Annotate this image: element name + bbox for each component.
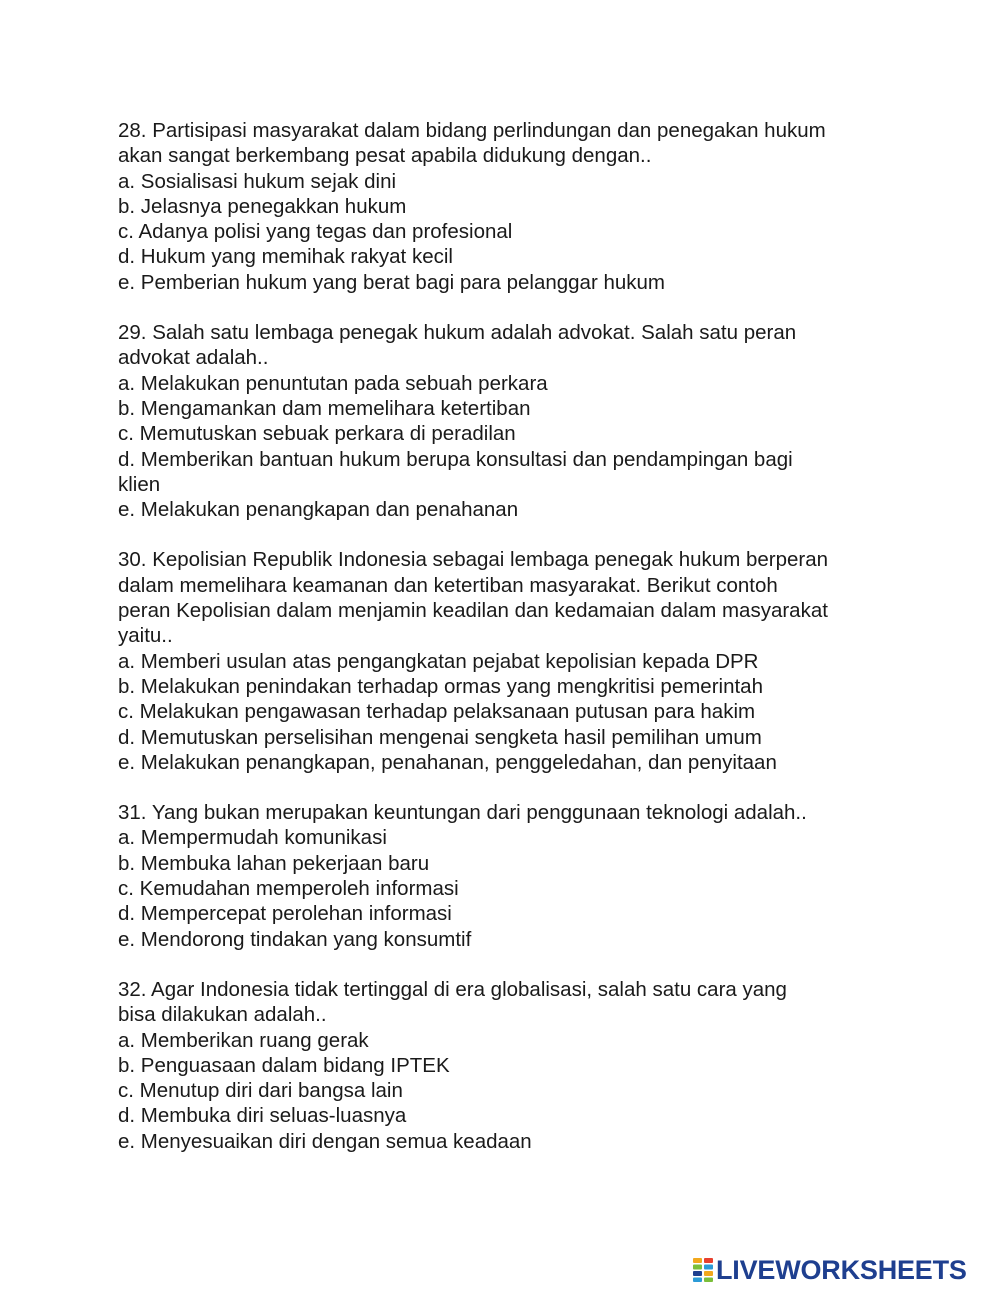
question-text: advokat adalah.. (118, 346, 269, 370)
answer-option-a: a. Memberi usulan atas pengangkatan pejabat kepolisian kepada DPR (118, 649, 759, 673)
logo-text: LIVEWORKSHEETS (716, 1255, 967, 1285)
answer-option-d: d. Mempercepat perolehan informasi (118, 902, 452, 926)
question-text: 30. Kepolisian Republik Indonesia sebagai lembaga penegak hukum berperan (118, 548, 829, 572)
answer-option-d: d. Hukum yang memihak rakyat kecil (118, 245, 453, 269)
answer-option-e: e. Melakukan penangkapan, penahanan, penggeledahan, dan penyitaan (118, 750, 777, 774)
question-text: 32. Agar Indonesia tidak tertinggal di era globalisasi, salah satu cara yang (118, 977, 787, 1001)
question-29 (118, 320, 918, 522)
answer-option-b: b. Melakukan penindakan terhadap ormas yang mengkritisi pemerintah (118, 674, 763, 698)
answer-option-a: a. Sosialisasi hukum sejak dini (118, 169, 397, 193)
answer-option-c: c. Memutuskan sebuak perkara di peradilan (118, 422, 516, 446)
answer-option-c: c. Melakukan pengawasan terhadap pelaksanaan putusan para hakim (118, 700, 756, 724)
question-30 (118, 547, 918, 775)
question-text: 28. Partisipasi masyarakat dalam bidang perlindungan dan penegakan hukum (118, 119, 826, 142)
answer-option-e: e. Menyesuaikan diri dengan semua keadaan (118, 1129, 532, 1153)
question-text: dalam memelihara keamanan dan ketertiban masyarakat. Berikut contoh (118, 573, 778, 597)
answer-option-d: d. Memberikan bantuan hukum berupa konsultasi dan pendampingan bagi (118, 447, 793, 471)
liveworksheets-logo (693, 1255, 967, 1285)
liveworksheets-logo-icon (693, 1258, 713, 1282)
answer-option-d: d. Membuka diri seluas-luasnya (118, 1104, 407, 1128)
worksheet-content (118, 118, 918, 1179)
question-text: 29. Salah satu lembaga penegak hukum adalah advokat. Salah satu peran (118, 321, 797, 345)
answer-option-d: d. Memutuskan perselisihan mengenai sengketa hasil pemilihan umum (118, 725, 762, 749)
answer-option-b: b. Jelasnya penegakkan hukum (118, 194, 407, 218)
question-text: peran Kepolisian dalam menjamin keadilan dan kedamaian dalam masyarakat (118, 599, 828, 623)
answer-option-e: e. Pemberian hukum yang berat bagi para pelanggar hukum (118, 270, 666, 294)
answer-option-a: a. Memberikan ruang gerak (118, 1028, 369, 1052)
question-text: 31. Yang bukan merupakan keuntungan dari penggunaan teknologi adalah.. (118, 801, 807, 825)
question-text: yaitu.. (118, 624, 173, 648)
answer-option-b: b. Mengamankan dam memelihara ketertiban (118, 396, 531, 420)
answer-option-c: c. Menutup diri dari bangsa lain (118, 1079, 403, 1103)
question-text: akan sangat berkembang pesat apabila didukung dengan.. (118, 144, 652, 168)
question-28 (118, 118, 918, 295)
answer-option-d-continued: klien (118, 472, 161, 496)
answer-option-b: b. Membuka lahan pekerjaan baru (118, 851, 430, 875)
answer-option-e: e. Melakukan penangkapan dan penahanan (118, 498, 519, 522)
answer-option-a: a. Mempermudah komunikasi (118, 826, 387, 850)
question-32 (118, 977, 918, 1154)
answer-option-e: e. Mendorong tindakan yang konsumtif (118, 927, 472, 951)
answer-option-c: c. Kemudahan memperoleh informasi (118, 877, 459, 901)
question-text: bisa dilakukan adalah.. (118, 1003, 327, 1027)
question-31 (118, 800, 918, 952)
answer-option-a: a. Melakukan penuntutan pada sebuah perkara (118, 371, 548, 395)
answer-option-b: b. Penguasaan dalam bidang IPTEK (118, 1053, 450, 1077)
answer-option-c: c. Adanya polisi yang tegas dan profesional (118, 220, 513, 244)
